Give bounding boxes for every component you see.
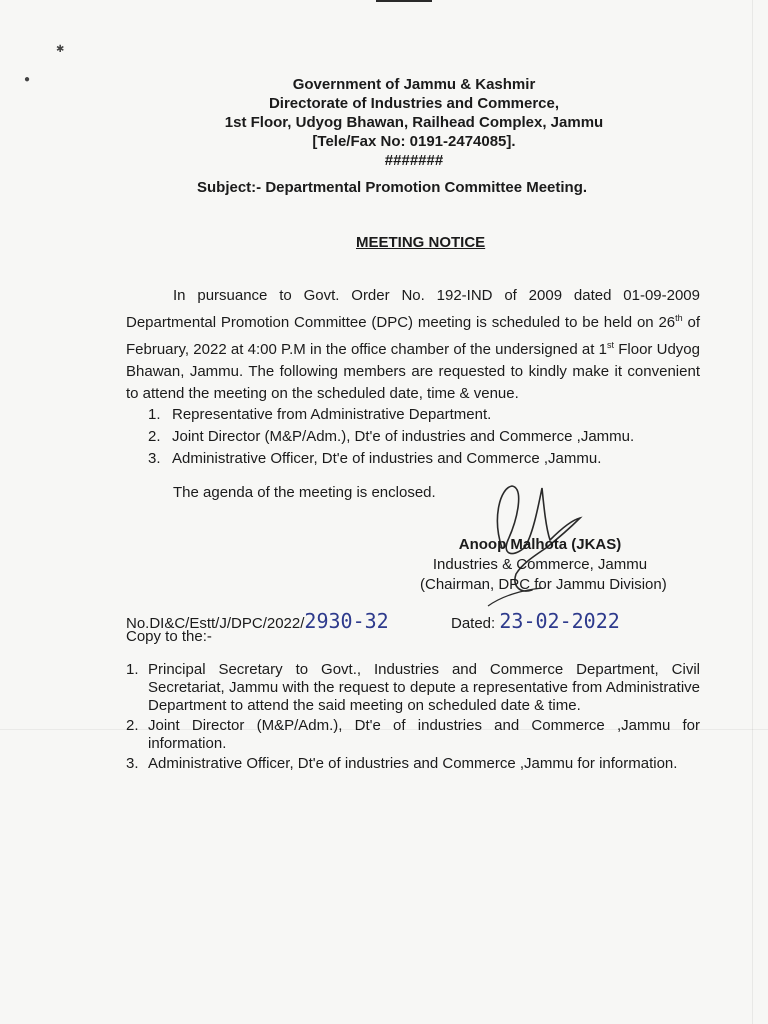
body-superscript-2: st [607, 340, 615, 350]
list-item [126, 661, 700, 715]
letterhead-phone: [Tele/Fax No: 0191-2474085]. [312, 133, 516, 150]
list-item [148, 448, 634, 470]
list-text: Representative from Administrative Department. [172, 406, 492, 423]
signatory-name: Anoop Malhota (JKAS) [458, 536, 622, 553]
notice-body [126, 285, 700, 405]
list-text: Joint Director (M&P/Adm.), Dt'e of industries and Commerce ,Jammu for information. [148, 717, 700, 752]
scan-artifact [376, 0, 432, 2]
notice-title: MEETING NOTICE [356, 234, 486, 251]
list-number: 1. [148, 406, 161, 423]
list-item [126, 717, 700, 753]
signatory-designation: (Chairman, DPC for Jammu Division) [420, 576, 667, 593]
body-text-3: Floor Udyog Bhawan, Jammu. The following members are requested to kindly make it convenient to attend the meeting on the scheduled date, time & venue. [126, 341, 700, 402]
list-item [148, 404, 634, 426]
list-item [126, 755, 700, 773]
scan-speck: ● [24, 74, 31, 85]
list-number: 3. [148, 450, 161, 467]
reference-date [451, 609, 620, 633]
reference-prefix: No.DI&C/Estt/J/DPC/2022/ [126, 615, 305, 632]
letterhead-address: 1st Floor, Udyog Bhawan, Railhead Complex, Jammu [224, 114, 604, 131]
body-text-1: In pursuance to Govt. Order No. 192-IND of 2009 dated 01-09-2009 Departmental Promotion Committee (DPC) meeting is scheduled to be held on 26 [126, 287, 700, 331]
list-number: 3. [126, 755, 139, 772]
letterhead-government: Government of Jammu & Kashmir [292, 76, 536, 93]
body-superscript-1: th [675, 313, 683, 323]
list-number: 1. [126, 661, 139, 678]
list-text: Joint Director (M&P/Adm.), Dt'e of industries and Commerce ,Jammu. [172, 428, 635, 445]
members-list [148, 404, 634, 470]
list-text: Administrative Officer, Dt'e of industries and Commerce ,Jammu. [172, 450, 602, 467]
letterhead-separator: ####### [384, 152, 444, 169]
dated-handwritten: 23-02-2022 [499, 609, 620, 633]
dated-label: Dated: [451, 615, 496, 632]
list-text: Administrative Officer, Dt'e of industries and Commerce ,Jammu for information. [148, 755, 678, 772]
signatory-department: Industries & Commerce, Jammu [432, 556, 648, 573]
agenda-note: The agenda of the meeting is enclosed. [173, 484, 436, 501]
list-number: 2. [148, 428, 161, 445]
list-text: Principal Secretary to Govt., Industries and Commerce Department, Civil Secretariat, Jammu with the request to depute a representative from Administrative Department to attend the said meeting on scheduled date & time. [148, 661, 700, 714]
list-item [148, 426, 634, 448]
copy-to-label: Copy to the:- [126, 628, 212, 645]
list-number: 2. [126, 717, 139, 734]
reference-handwritten: 2930-32 [304, 609, 389, 633]
scan-speck: ✱ [56, 44, 65, 55]
signatory-block [420, 535, 667, 595]
body-text-2: of February, 2022 at 4:00 P.M in the office chamber of the undersigned at 1 [126, 314, 700, 358]
copy-list [126, 661, 700, 775]
letterhead-directorate: Directorate of Industries and Commerce, [268, 95, 560, 112]
subject-line: Subject:- Departmental Promotion Committee Meeting. [197, 179, 588, 196]
letterhead [0, 75, 768, 170]
